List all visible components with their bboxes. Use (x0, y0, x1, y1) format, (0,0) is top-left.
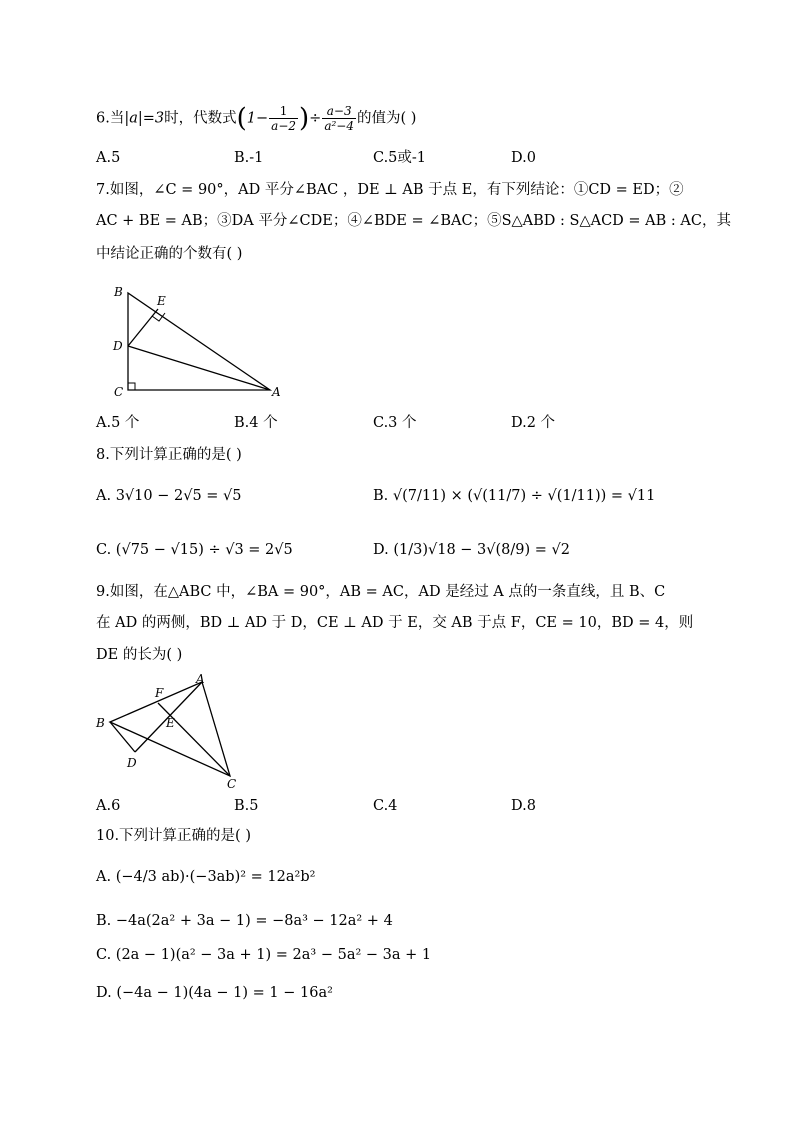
q9-line-1: 9.如图，在△ABC 中，∠BA = 90°，AB = AC，AD 是经过 A 点的一条直线，且 B、C (96, 584, 666, 600)
q8-option-a: A. 3√10 − 2√5 = √5 (96, 488, 242, 504)
q9-line-3: DE 的长为( ) (96, 647, 183, 663)
q9-figure (92, 670, 252, 795)
q9-label-a: A (196, 672, 205, 686)
q7-option-a: A.5 个 (96, 415, 140, 431)
q7-option-d: D.2 个 (511, 415, 556, 431)
q8-option-b: B. √(7/11) × (√(11/7) ÷ √(1/11)) = √11 (373, 488, 656, 504)
q9-label-d: D (127, 756, 137, 770)
q10-option-a: A. (−4/3 ab)·(−3ab)² = 12a²b² (96, 869, 316, 885)
q6-expr-open: 1− (246, 110, 269, 127)
q6-option-d: D.0 (511, 150, 536, 166)
q9-option-c: C.4 (373, 798, 398, 814)
q7-label-e: E (157, 294, 166, 308)
q8-option-c: C. (√75 − √15) ÷ √3 = 2√5 (96, 542, 293, 558)
q9-segment-bd (110, 722, 135, 752)
q9-line-2: 在 AD 的两侧，BD ⊥ AD 于 D，CE ⊥ AD 于 E，交 AB 于点 F，CE = 10，BD = 4，则 (96, 615, 694, 631)
q9-label-e: E (166, 716, 175, 730)
q6-stem-post: 的值为( ) (356, 110, 417, 127)
q7-label-a: A (272, 385, 281, 399)
q10-option-d: D. (−4a − 1)(4a − 1) = 1 − 16a² (96, 985, 333, 1001)
q9-label-c: C (227, 777, 237, 791)
q7-option-b: B.4 个 (234, 415, 278, 431)
q7-label-d: D (113, 339, 123, 353)
q9-label-f: F (155, 686, 164, 700)
q9-option-a: A.6 (96, 798, 121, 814)
q9-option-b: B.5 (234, 798, 259, 814)
q7-line-2: AC + BE = AB；③DA 平分∠CDE；④∠BDE = ∠BAC；⑤S△ABD : S△ACD = AB : AC，其 (96, 213, 731, 229)
q8-option-d: D. (1/3)√18 − 3√(8/9) = √2 (373, 542, 570, 558)
q6-option-c: C.5或-1 (373, 150, 427, 166)
q7-line-3: 中结论正确的个数有( ) (96, 246, 243, 262)
q6-option-b: B.-1 (234, 150, 264, 166)
q7-figure (108, 280, 288, 400)
q10-option-b: B. −4a(2a² + 3a − 1) = −8a³ − 12a² + 4 (96, 913, 393, 929)
q6-option-a: A.5 (96, 150, 121, 166)
q7-label-b: B (114, 285, 123, 299)
q7-option-c: C.3 个 (373, 415, 417, 431)
q7-segment-ad (128, 346, 270, 390)
q6-abs: |a|=3 (124, 110, 165, 127)
q6-stem-mid: 时，代数式 (164, 110, 237, 127)
q6-div: ÷ (309, 110, 322, 127)
q9-option-d: D.8 (511, 798, 536, 814)
q6-fraction-1: $\frac{1}{a-2}$ (271, 104, 297, 133)
q9-label-b: B (96, 716, 105, 730)
q6-fraction-2: $\frac{a-3}{\text{a²−4}}$ (324, 104, 354, 133)
q7-triangle (128, 293, 270, 390)
q10-option-c: C. (2a − 1)(a² − 3a + 1) = 2a³ − 5a² − 3a + 1 (96, 947, 432, 963)
q10-stem: 10.下列计算正确的是( ) (96, 828, 251, 844)
q7-label-c: C (114, 385, 124, 399)
q6-stem-pre: 6.当 (96, 110, 125, 127)
q8-stem: 8.下列计算正确的是( ) (96, 447, 242, 463)
q7-segment-de (128, 309, 158, 346)
q7-right-angle-c (128, 383, 135, 390)
q7-line-1: 7.如图，∠C = 90°，AD 平分∠BAC ，DE ⊥ AB 于点 E，有下列结论：①CD = ED；② (96, 182, 684, 198)
q6-stem: 6.当|a|=3时，代数式(1− $\frac{1}{a-2}$ )÷ $\frac{a-3}{\text{a²−4}}$ 的值为( ) (96, 103, 417, 134)
